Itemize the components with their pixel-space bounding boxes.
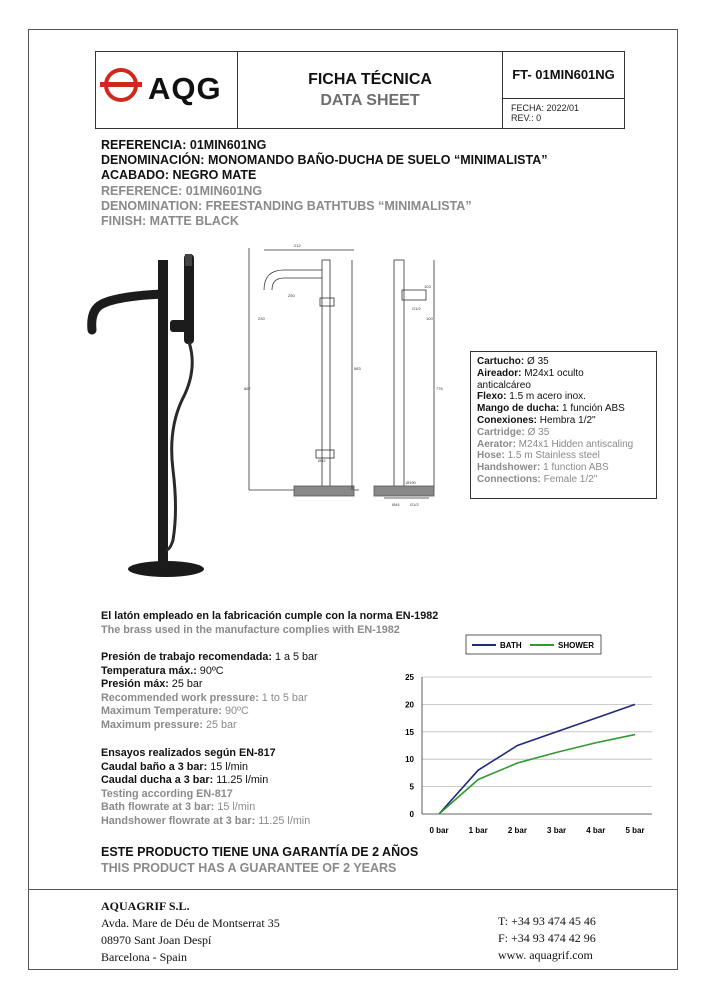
spec-cartridge: Cartridge: Ø 35 [477, 426, 550, 438]
dim-g12-side: G1/2 [412, 306, 421, 311]
tests-line-2: Caudal baño a 3 bar: 15 l/min [101, 760, 249, 773]
product-code: FT- 01MIN601NG [503, 52, 624, 99]
tests-block [101, 747, 310, 829]
tests-line-1: Ensayos realizados según EN-817 [101, 747, 276, 759]
brass-es: El latón empleado en la fabricación cumple con la norma EN-1982 [101, 610, 439, 622]
dim-583: 583 [354, 366, 361, 371]
fax: F: +34 93 474 42 96 [498, 931, 596, 945]
tests-line-6: Handshower flowrate at 3 bar: 11.25 l/min [101, 814, 311, 827]
tests-line-3: Caudal ducha a 3 bar: 11.25 l/min [101, 774, 269, 787]
footer-contact [498, 913, 596, 964]
address-line-2: 08970 Sant Joan Despí [101, 933, 212, 947]
address-line-3: Barcelona - Spain [101, 950, 187, 964]
finish-en: FINISH: MATTE BLACK [101, 214, 239, 229]
dim-230: 230 [258, 316, 265, 321]
finish-es: ACABADO: NEGRO MATE [101, 168, 257, 183]
series-line-shower [439, 735, 635, 814]
y-tick-label: 5 [409, 782, 414, 792]
product-photo [78, 250, 228, 590]
pressure-line-1: Presión de trabajo recomendada: 1 a 5 bar [101, 651, 318, 663]
spec-flexo: Flexo: 1.5 m acero inox. [477, 391, 586, 403]
footer-divider [28, 889, 678, 890]
denomination-es: DENOMINACIÓN: MONOMANDO BAÑO-DUCHA DE SUELO “MINIMALISTA” [101, 153, 548, 168]
legend-bath-label: BATH [500, 641, 522, 650]
dim-42: Ø42 [318, 458, 326, 463]
pressure-block [101, 651, 318, 733]
title-cell [237, 51, 503, 129]
title-en: DATA SHEET [320, 92, 420, 109]
phone: T: +34 93 474 45 46 [498, 914, 596, 928]
x-tick-label: 1 bar [468, 826, 488, 835]
y-tick-label: 0 [409, 810, 414, 819]
flow-chart [370, 632, 660, 840]
logo-cell [95, 51, 238, 129]
spec-aireador: Aireador: M24x1 oculto [477, 367, 584, 379]
x-tick-label: 4 bar [586, 826, 606, 835]
legend-shower-label: SHOWER [558, 641, 594, 650]
ref-en: REFERENCE: 01MIN601NG [101, 183, 263, 198]
code-cell [502, 51, 625, 129]
reference-block [101, 138, 548, 229]
pressure-line-5: Maximum Temperature: 90ºC [101, 705, 249, 718]
spec-handshower: Handshower: 1 function ABS [477, 462, 609, 474]
spec-aireador-cont: anticalcáreo [477, 379, 531, 391]
title-es: FICHA TÉCNICA [308, 71, 432, 88]
company-name: AQUAGRIF S.L. [101, 899, 190, 913]
x-tick-label: 3 bar [547, 826, 567, 835]
dim-103: 103 [424, 284, 431, 289]
y-tick-label: 25 [405, 673, 414, 682]
x-tick-label: 2 bar [507, 826, 527, 835]
spec-aerator: Aerator: M24x1 Hidden antiscaling [477, 438, 634, 450]
dim-867: 867 [244, 386, 251, 391]
y-tick-label: 20 [405, 700, 414, 710]
guarantee-block [101, 845, 418, 876]
pressure-line-3: Presión máx: 25 bar [101, 678, 203, 691]
spec-mango: Mango de ducha: 1 función ABS [477, 403, 625, 415]
spec-cartucho: Cartucho: Ø 35 [477, 356, 549, 367]
specs-box [470, 351, 657, 499]
address-line-1: Avda. Mare de Déu de Montserrat 35 [101, 916, 280, 930]
denomination-en: DENOMINATION: FREESTANDING BATHTUBS “MINIMALISTA” [101, 198, 472, 213]
footer-address [101, 898, 280, 966]
dim-776: 776 [436, 386, 443, 391]
fecha-text: FECHA: 2022/01 [511, 103, 580, 113]
dim-212: 212 [294, 243, 301, 248]
revision-info [511, 103, 579, 123]
dim-190: Ø190 [406, 480, 416, 485]
logo-text: AQG [148, 71, 222, 106]
x-tick-label: 5 bar [625, 826, 645, 835]
spec-hose: Hose: 1.5 m Stainless steel [477, 450, 600, 462]
tests-line-5: Bath flowrate at 3 bar: 15 l/min [101, 801, 256, 814]
spec-connections: Connections: Female 1/2" [477, 473, 598, 485]
dim-250: 250 [288, 293, 295, 298]
y-tick-label: 15 [405, 727, 414, 737]
dim-44: Ø44 [392, 502, 400, 507]
brass-en: The brass used in the manufacture complies with EN-1982 [101, 623, 400, 636]
pressure-line-4: Recommended work pressure: 1 to 5 bar [101, 691, 308, 704]
tests-line-4: Testing according EN-817 [101, 787, 233, 800]
pressure-line-2: Temperatura máx.: 90ºC [101, 664, 224, 677]
ref-es: REFERENCIA: 01MIN601NG [101, 138, 267, 152]
x-tick-label: 0 bar [429, 826, 449, 835]
spec-conexiones: Conexiones: Hembra 1/2" [477, 414, 596, 426]
technical-drawing [244, 240, 444, 510]
dim-100: 100 [426, 316, 433, 321]
guarantee-es: ESTE PRODUCTO TIENE UNA GARANTÍA DE 2 AÑOS [101, 845, 419, 859]
rev-text: REV.: 0 [511, 113, 542, 123]
logo-bar-icon [100, 82, 142, 87]
dim-g12-bottom: G1/2 [410, 502, 419, 507]
y-tick-label: 10 [405, 755, 414, 765]
pressure-line-6: Maximum pressure: 25 bar [101, 718, 237, 731]
guarantee-en: THIS PRODUCT HAS A GUARANTEE OF 2 YEARS [101, 860, 397, 875]
website-link[interactable]: www. aquagrif.com [498, 948, 593, 962]
chart-legend [466, 635, 601, 654]
